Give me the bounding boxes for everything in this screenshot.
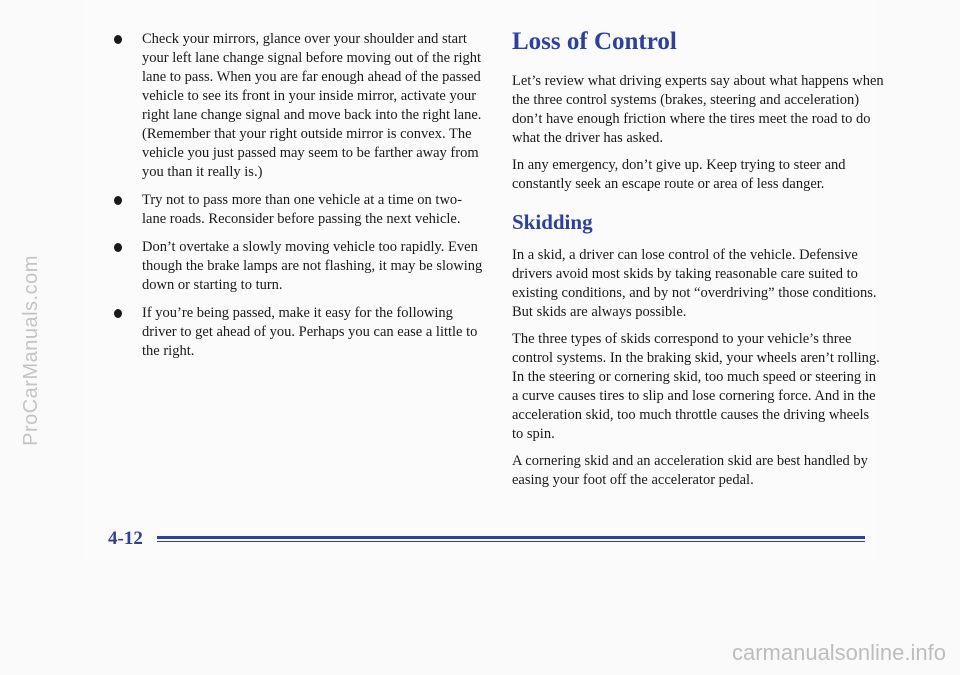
bullet-text: Don’t overtake a slowly moving vehicle too rapidly. Even though the brake lamps are not flashing, it may be slowing down or starting to turn.: [142, 239, 483, 293]
bottom-watermark: carmanualsonline.info: [731, 640, 946, 665]
bullet-icon: [114, 309, 122, 318]
intro-paragraph: In any emergency, don’t give up. Keep trying to steer and constantly seek an escape route or area of less danger.: [512, 157, 846, 192]
skid-paragraph: In a skid, a driver can lose control of the vehicle. Defensive drivers avoid most skids by taking reasonable care suited to existing conditions, and by not “overdriving” those conditions. But skids are always possible.: [512, 247, 877, 320]
intro-paragraph: Let’s review what driving experts say about what happens when the three control systems (brakes, steering and acceleration) don’t have enough friction where the tires meet the road to do what the driver has asked.: [512, 73, 884, 146]
bullet-text: Check your mirrors, glance over your shoulder and start your left lane change signal before moving out of the right lane to pass. When you are far enough ahead of the passed vehicle to see its front in your inside mirror, activate your right lane change signal and move back into the right lane. (Remember that your right outside mirror is convex. The vehicle you just passed may seem to be farther away from you than it really is.): [142, 31, 482, 180]
bullet-text: Try not to pass more than one vehicle at a time on two-lane roads. Reconsider before passing the next vehicle.: [142, 192, 463, 227]
skid-paragraph: A cornering skid and an acceleration skid are best handled by easing your foot off the accelerator pedal.: [512, 453, 868, 488]
left-column: [120, 30, 485, 370]
skid-paragraph: The three types of skids correspond to your vehicle’s three control systems. In the braking skid, your wheels aren’t rolling. In the steering or cornering skid, too much speed or steering in a curve causes tires to slip and lose cornering force. And in the acceleration skid, too much throttle causes the driving wheels to spin.: [512, 331, 880, 442]
bullet-item: [120, 304, 485, 361]
section-heading: Loss of Control: [512, 28, 677, 55]
page-footer: [85, 525, 880, 555]
footer-rule: [157, 536, 865, 539]
bullet-item: [120, 238, 485, 295]
footer-rule-thin: [157, 541, 865, 542]
bullet-item: [120, 30, 485, 182]
bullet-item: [120, 191, 485, 229]
bullet-icon: [114, 196, 122, 205]
bullet-icon: [114, 35, 122, 44]
right-column: [512, 28, 884, 498]
side-watermark-text: ProCarManuals.com: [19, 254, 42, 446]
bullet-text: If you’re being passed, make it easy for the following driver to get ahead of you. Perhaps you can ease a little to the right.: [142, 305, 478, 359]
bullet-icon: [114, 243, 122, 252]
side-watermark: [11, 120, 51, 580]
page-number: 4-12: [108, 528, 143, 549]
subsection-heading: Skidding: [512, 210, 593, 234]
